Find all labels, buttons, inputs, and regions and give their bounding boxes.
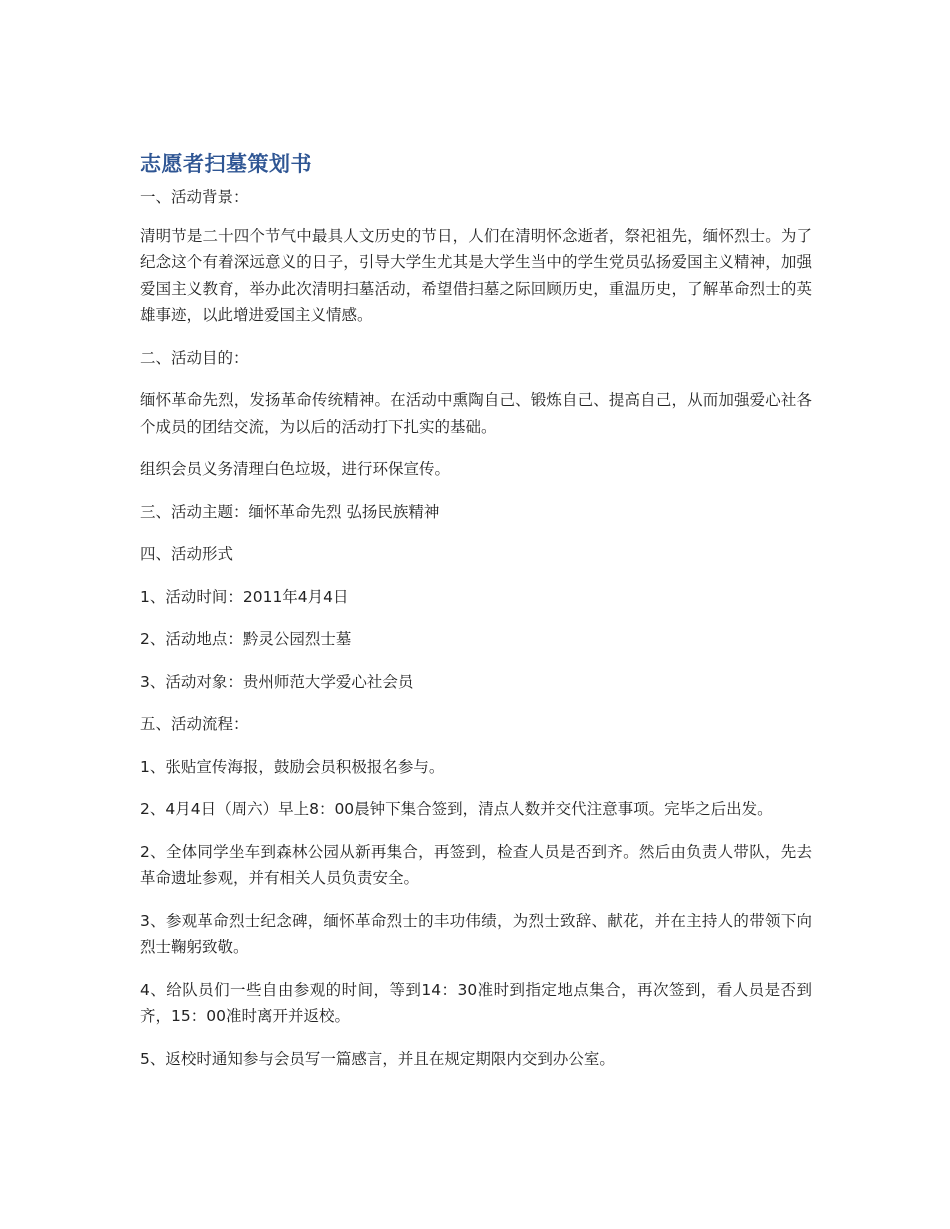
format-item-time: 1、活动时间：2011年4月4日	[140, 587, 349, 606]
purpose-paragraph: 缅怀革命先烈，发扬革命传统精神。在活动中熏陶自己、锻炼自己、提高自己，从而加强爱心社各个成员的团结交流，为以后的活动打下扎实的基础。	[140, 391, 812, 436]
format-item-participants: 3、活动对象：贵州师范大学爱心社会员	[140, 672, 414, 691]
format-item-location: 2、活动地点：黔灵公园烈士墓	[140, 630, 352, 648]
process-step: 1、张贴宣传海报，鼓励会员积极报名参与。	[140, 757, 445, 776]
section-heading-background: 一、活动背景：	[140, 188, 249, 206]
document-page	[140, 148, 812, 1088]
section-heading-process: 五、活动流程：	[140, 715, 249, 733]
section-heading-format: 四、活动形式	[140, 545, 234, 563]
purpose-paragraph-2: 组织会员义务清理白色垃圾，进行环保宣传。	[140, 460, 451, 478]
process-step: 2、全体同学坐车到森林公园从新再集合，再签到，检查人员是否到齐。然后由负责人带队，先去革命遗址参观，并有相关人员负责安全。	[140, 842, 812, 887]
section-heading-theme: 三、活动主题：缅怀革命先烈 弘扬民族精神	[140, 502, 440, 521]
process-step: 3、参观革命烈士纪念碑，缅怀革命烈士的丰功伟绩，为烈士致辞、献花，并在主持人的带领下向烈士鞠躬致敬。	[140, 911, 812, 956]
process-step: 4、给队员们一些自由参观的时间，等到14：30准时到指定地点集合，再次签到，看人员是否到齐，15：00准时离开并返校。	[140, 980, 812, 1025]
process-step: 5、返校时通知参与会员写一篇感言，并且在规定期限内交到办公室。	[140, 1049, 615, 1068]
background-paragraph: 清明节是二十四个节气中最具人文历史的节日，人们在清明怀念逝者，祭祀祖先，缅怀烈士。为了纪念这个有着深远意义的日子，引导大学生尤其是大学生当中的学生党员弘扬爱国主义精神，加强爱国主义教育，举办此次清明扫墓活动，希望借扫墓之际回顾历史，重温历史，了解革命烈士的英雄事迹，以此增进爱国主义情感。	[140, 226, 812, 324]
process-step: 2、4月4日（周六）早上8：00晨钟下集合签到，清点人数并交代注意事项。完毕之后出发。	[140, 800, 773, 818]
section-heading-purpose: 二、活动目的：	[140, 348, 249, 367]
document-title: 志愿者扫墓策划书	[140, 152, 312, 176]
